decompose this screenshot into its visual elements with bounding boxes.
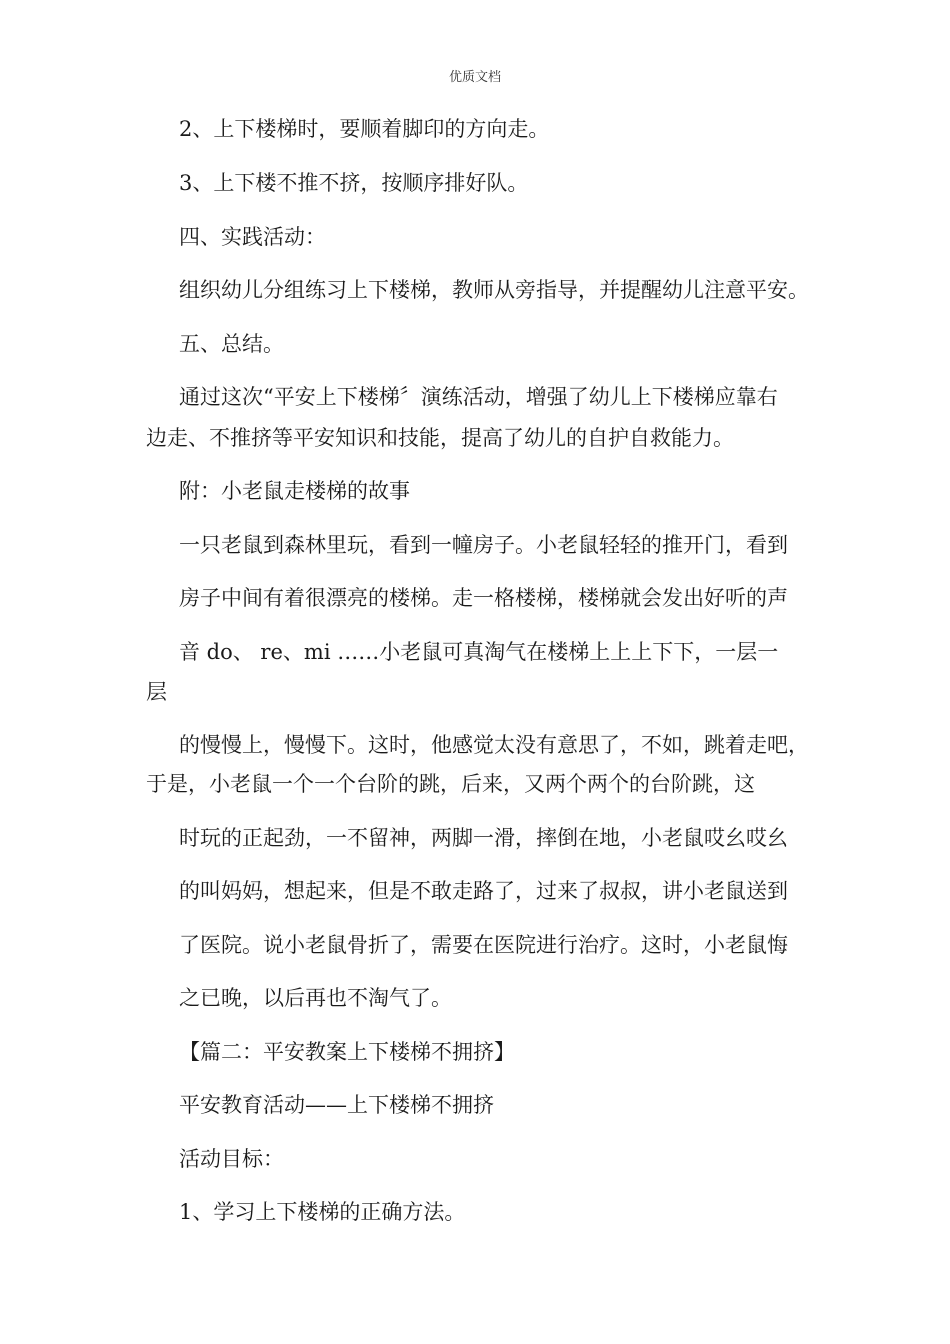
paragraph-line: 通过这次“平安上下楼梯〞演练活动，增强了幼儿上下楼梯应靠右 [179, 385, 778, 409]
paragraph-line: 边走、不推挤等平安知识和技能，提高了幼儿的自护自救能力。 [146, 426, 734, 450]
page-header: 优质文档 [448, 70, 501, 85]
paragraph-line: 1、学习上下楼梯的正确方法。 [179, 1200, 466, 1224]
section-heading: 活动目标： [179, 1147, 284, 1171]
section-heading: 五、总结。 [179, 332, 284, 356]
paragraph-line: 3、上下楼不推不挤，按顺序排好队。 [179, 171, 529, 195]
section-heading: 四、实践活动： [179, 225, 326, 249]
paragraph-line: 了医院。说小老鼠骨折了，需要在医院进行治疗。这时，小老鼠悔 [179, 933, 788, 957]
paragraph-line: 音 do、 re、mi ……小老鼠可真淘气在楼梯上上上下下，一层一 [179, 640, 779, 664]
section-heading: 平安教育活动——上下楼梯不拥挤 [179, 1093, 494, 1117]
paragraph-line: 的慢慢上，慢慢下。这时，他感觉太没有意思了，不如，跳着走吧， [179, 733, 809, 757]
paragraph-line: 的叫妈妈，想起来，但是不敢走路了，过来了叔叔，讲小老鼠送到 [179, 879, 788, 903]
paragraph-line: 于是，小老鼠一个一个台阶的跳，后来，又两个两个的台阶跳，这 [146, 772, 755, 796]
section-heading: 附：小老鼠走楼梯的故事 [179, 479, 410, 503]
paragraph-line: 组织幼儿分组练习上下楼梯，教师从旁指导，并提醒幼儿注意平安。 [179, 278, 809, 302]
paragraph-line: 之已晚，以后再也不淘气了。 [179, 986, 452, 1010]
paragraph-line: 房子中间有着很漂亮的楼梯。走一格楼梯，楼梯就会发出好听的声 [179, 586, 788, 610]
paragraph-line: 时玩的正起劲，一不留神，两脚一滑，摔倒在地，小老鼠哎幺哎幺 [179, 826, 788, 850]
section-heading: 【篇二：平安教案上下楼梯不拥挤】 [179, 1040, 515, 1064]
paragraph-line: 层 [146, 680, 167, 704]
paragraph-line: 2、上下楼梯时，要顺着脚印的方向走。 [179, 117, 550, 141]
paragraph-line: 一只老鼠到森林里玩，看到一幢房子。小老鼠轻轻的推开门，看到 [179, 533, 788, 557]
